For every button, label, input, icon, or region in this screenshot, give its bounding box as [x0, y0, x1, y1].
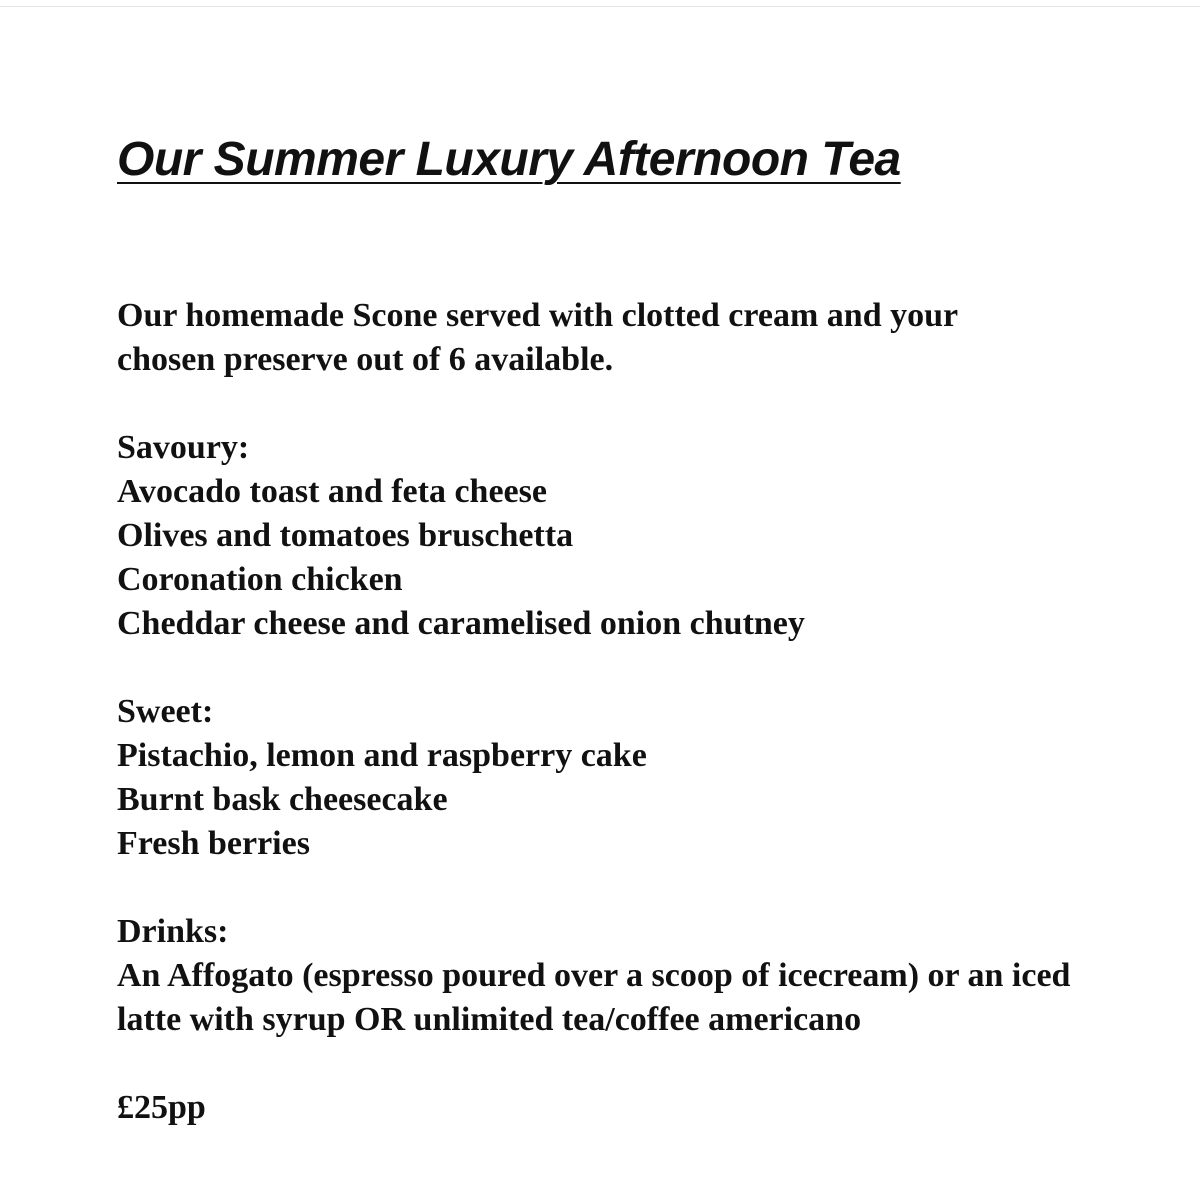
- drinks-description: An Affogato (espresso poured over a scoop of icecream) or an iced latte with syrup OR unlimited tea/coffee americano: [117, 957, 1071, 1038]
- savoury-section: [117, 426, 1157, 646]
- savoury-item: Avocado toast and feta cheese: [117, 473, 547, 510]
- savoury-item: Coronation chicken: [117, 561, 403, 598]
- savoury-item: Olives and tomatoes bruschetta: [117, 517, 574, 554]
- scone-description: Our homemade Scone served with clotted cream and your chosen preserve out of 6 available.: [117, 297, 958, 378]
- top-divider: [0, 0, 1200, 7]
- sweet-heading: Sweet:: [117, 693, 214, 730]
- sweet-item: Burnt bask cheesecake: [117, 781, 448, 818]
- menu-card: [117, 130, 1157, 1130]
- price: £25pp: [117, 1089, 206, 1126]
- sweet-item: Pistachio, lemon and raspberry cake: [117, 737, 647, 774]
- menu-title: Our Summer Luxury Afternoon Tea: [117, 133, 901, 186]
- drinks-section: [117, 910, 1157, 1042]
- sweet-section: [117, 690, 1157, 866]
- sweet-item: Fresh berries: [117, 825, 310, 862]
- savoury-heading: Savoury:: [117, 429, 250, 466]
- savoury-item: Cheddar cheese and caramelised onion chutney: [117, 605, 805, 642]
- drinks-heading: Drinks:: [117, 913, 229, 950]
